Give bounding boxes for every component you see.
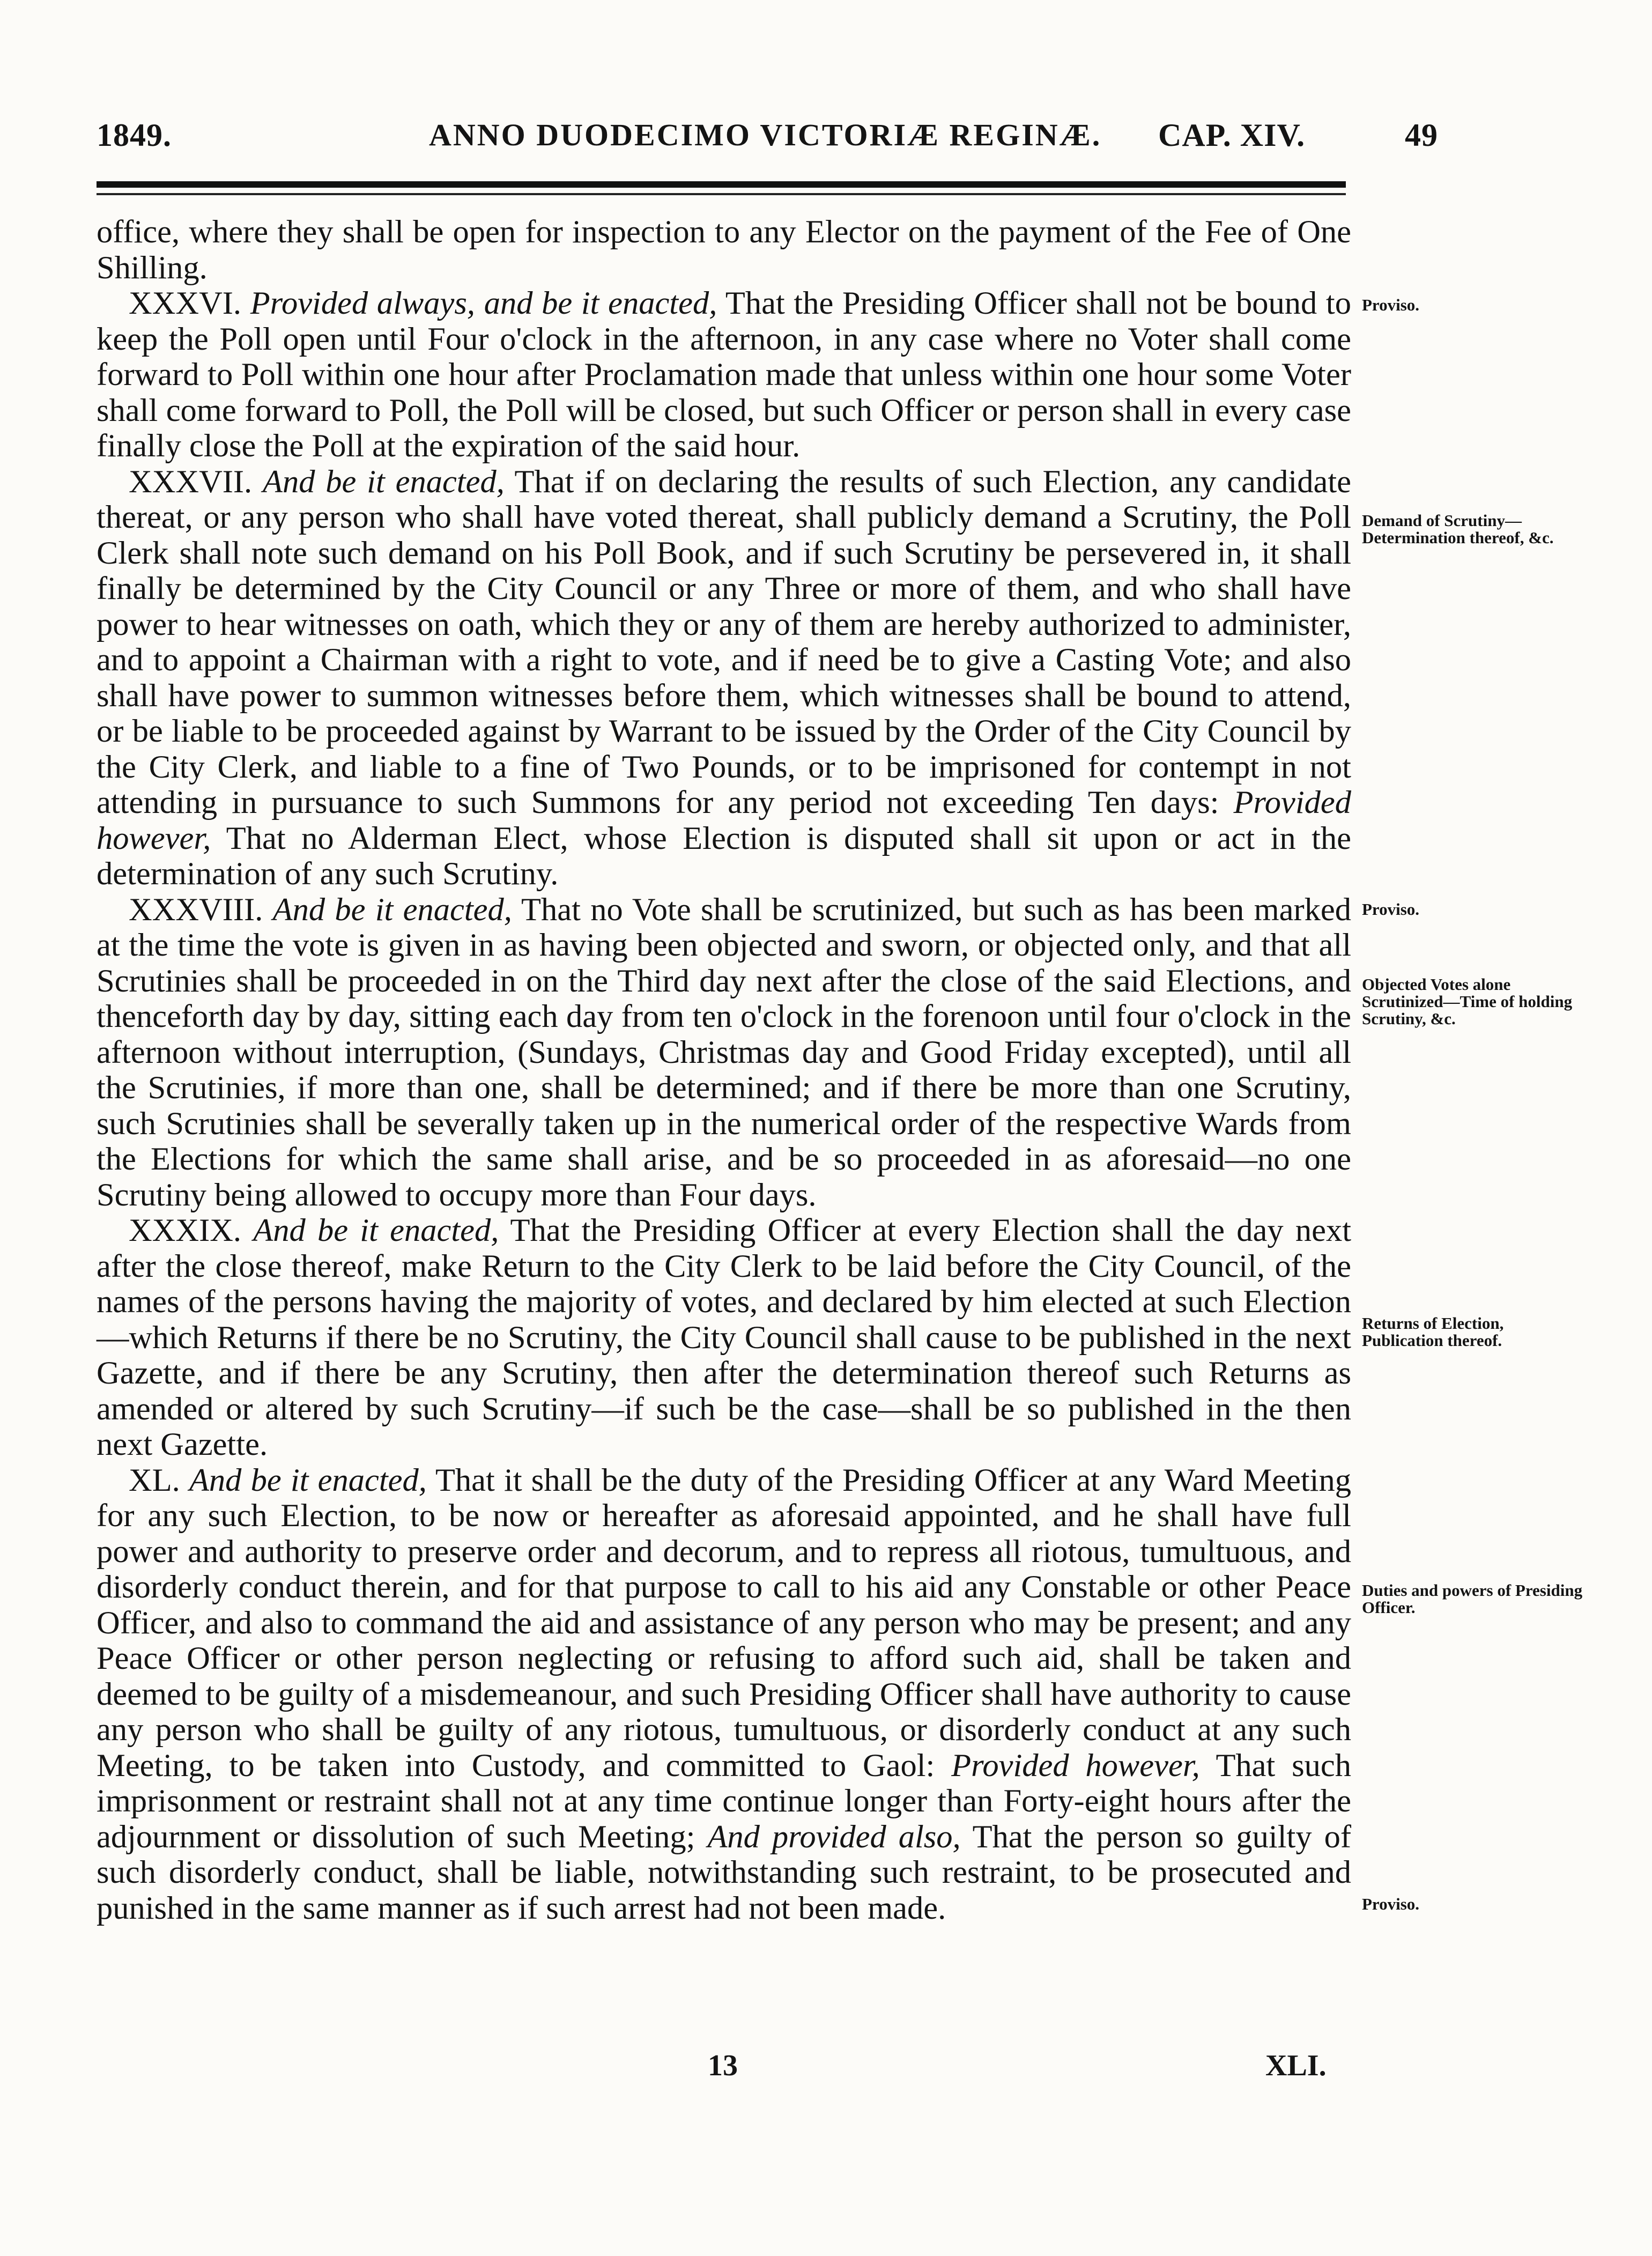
signature-mark: 13 — [708, 2049, 738, 2082]
section-xxxvii — [97, 464, 1351, 892]
header-year: 1849. — [97, 117, 172, 153]
header-rule — [97, 181, 1346, 188]
margin-note-objected-votes: Objected Votes alone Scrutinized—Time of holding Scrutiny, &c. — [1362, 975, 1573, 1028]
running-header — [97, 117, 1448, 160]
italic-phrase: Provided always, and be it enacted, — [250, 285, 717, 321]
text-run: That if on declaring the results of such Election, any candidate thereat, or any person who shall have voted thereat, shall publicly demand a Scrutiny, the Poll Clerk shall note such demand on his Poll Book, and if such Scrutiny be persevered in, it shall finally be determined by the City Council or any Three or more of them, and who shall have power to hear witnesses on oath, which they or any of them are hereby authorized to administer, and to appoint a Chairman with a right to vote, and if need be to give a Casting Vote; and also shall have power to summon witnesses before them, which witnesses shall be bound to attend, or be liable to be proceeded against by Warrant to be issued by the Order of the City Council by the City Clerk, and liable to a fine of Two Pounds, or to be imprisoned for contempt in not attending in pursuance to such Summons for any period not exceeding Ten days: — [97, 463, 1352, 820]
section-xxxviii — [97, 892, 1351, 1214]
margin-note-proviso-3: Proviso. — [1362, 1895, 1420, 1913]
header-title: ANNO DUODECIMO VICTORIÆ REGINÆ. — [429, 117, 1102, 152]
margin-note-returns: Returns of Election, Publication thereof. — [1362, 1314, 1504, 1350]
header-rule-thin — [97, 193, 1346, 195]
text-run: That it shall be the duty of the Presiding Officer at any Ward Meeting for any such Election, to be now or hereafter as aforesaid appointed, and he shall have full power and authority to preserve order and decorum, and to repress all riotous, tumultuous, and disorderly conduct therein, and for that purpose to call to his aid any Constable or other Peace Officer, and also to command the aid and assistance of any person who may be present; and any Peace Officer or other person neglecting or refusing to afford such aid, shall be taken and deemed to be guilty of a misdemeanour, and such Presiding Officer shall have authority to cause any person who shall be guilty of any riotous, tumultuous, or disorderly conduct at any such Meeting, to be taken into Custody, and committed to Gaol: — [97, 1462, 1351, 1784]
text-run: office, where they shall be open for inspection to any Elector on the payment of the Fee of One Shilling. — [97, 214, 1351, 286]
text-run: That the Presiding Officer shall not be bound to keep the Poll open until Four o'clock in the afternoon, in any case where no Voter shall come forward to Poll within one hour after Proclamation made that unless within one hour some Voter shall come forward to Poll, the Poll will be closed, but such Officer or person shall in every case finally close the Poll at the expiration of the said hour. — [97, 285, 1351, 464]
text-run: XXXVI. — [129, 285, 250, 321]
header-chapter: CAP. XIV. — [1158, 117, 1306, 153]
text-run: That no Vote shall be scrutinized, but such as has been marked at the time the vote is given in as having been objected and sworn, or objected only, and that all Scrutinies shall be proceeded in on the Third day next after the close of the said Elections, and thenceforth day by day, sitting each day from ten o'clock in the forenoon until four o'clock in the afternoon without interruption, (Sundays, Christmas day and Good Friday excepted), until all the Scrutinies, if more than one, shall be determined; and if there be more than one Scrutiny, such Scrutinies shall be severally taken up in the numerical order of the respective Wards from the Elections for which the same shall arise, and be so proceeded in as aforesaid—no one Scrutiny being allowed to occupy more than Four days. — [97, 891, 1351, 1213]
text-run: That no Alderman Elect, whose Election is disputed shall sit upon or act in the determination of any such Scrutiny. — [97, 820, 1351, 892]
text-run: That such imprisonment or restraint shall not at any time continue longer than Forty-eight hours after the adjournment or dissolution of such Meeting; — [97, 1747, 1351, 1855]
text-run: That the Presiding Officer at every Election shall the day next after the close thereof, make Return to the City Clerk to be laid before the City Council, of the names of the persons having the majority of votes, and declared by him elected at such Election—which Returns if there be no Scrutiny, the City Council shall cause to be published in the next Gazette, and if there be any Scrutiny, then after the determination thereof such Returns as amended or altered by such Scrutiny—if such be the case—shall be so published in the then next Gazette. — [97, 1212, 1352, 1462]
section-xxxix — [97, 1213, 1351, 1463]
body-text — [97, 214, 1351, 1926]
catchword: XLI. — [1265, 2049, 1327, 2082]
italic-phrase: And provided also, — [707, 1818, 961, 1855]
margin-note-scrutiny-demand: Demand of Scrutiny—Determination thereof, &c. — [1362, 511, 1554, 547]
text-run: XXXIX. — [129, 1212, 254, 1248]
margin-note-presiding-officer: Duties and powers of Presiding Officer. — [1362, 1581, 1583, 1617]
section-xl — [97, 1463, 1351, 1927]
paragraph-continuation — [97, 214, 1351, 286]
text-run: That the person so guilty of such disorderly conduct, shall be liable, notwithstanding such restraint, to be prosecuted and punished in the same manner as if such arrest had not been made. — [97, 1818, 1351, 1926]
italic-phrase: And be it enacted, — [263, 463, 505, 500]
italic-phrase: And be it enacted, — [253, 1212, 499, 1248]
section-xxxvi — [97, 286, 1351, 464]
italic-phrase: Provided however, — [951, 1747, 1200, 1784]
text-run: XXXVIII. — [129, 891, 273, 928]
page-number: 49 — [1405, 117, 1438, 153]
italic-phrase: Provided however, — [97, 785, 1351, 856]
italic-phrase: And be it enacted, — [189, 1462, 427, 1498]
text-run: XL. — [129, 1462, 189, 1498]
margin-note-proviso-1: Proviso. — [1362, 295, 1420, 314]
margin-note-proviso-2: Proviso. — [1362, 900, 1420, 919]
italic-phrase: And be it enacted, — [272, 891, 512, 928]
text-run: XXXVII. — [129, 463, 263, 500]
